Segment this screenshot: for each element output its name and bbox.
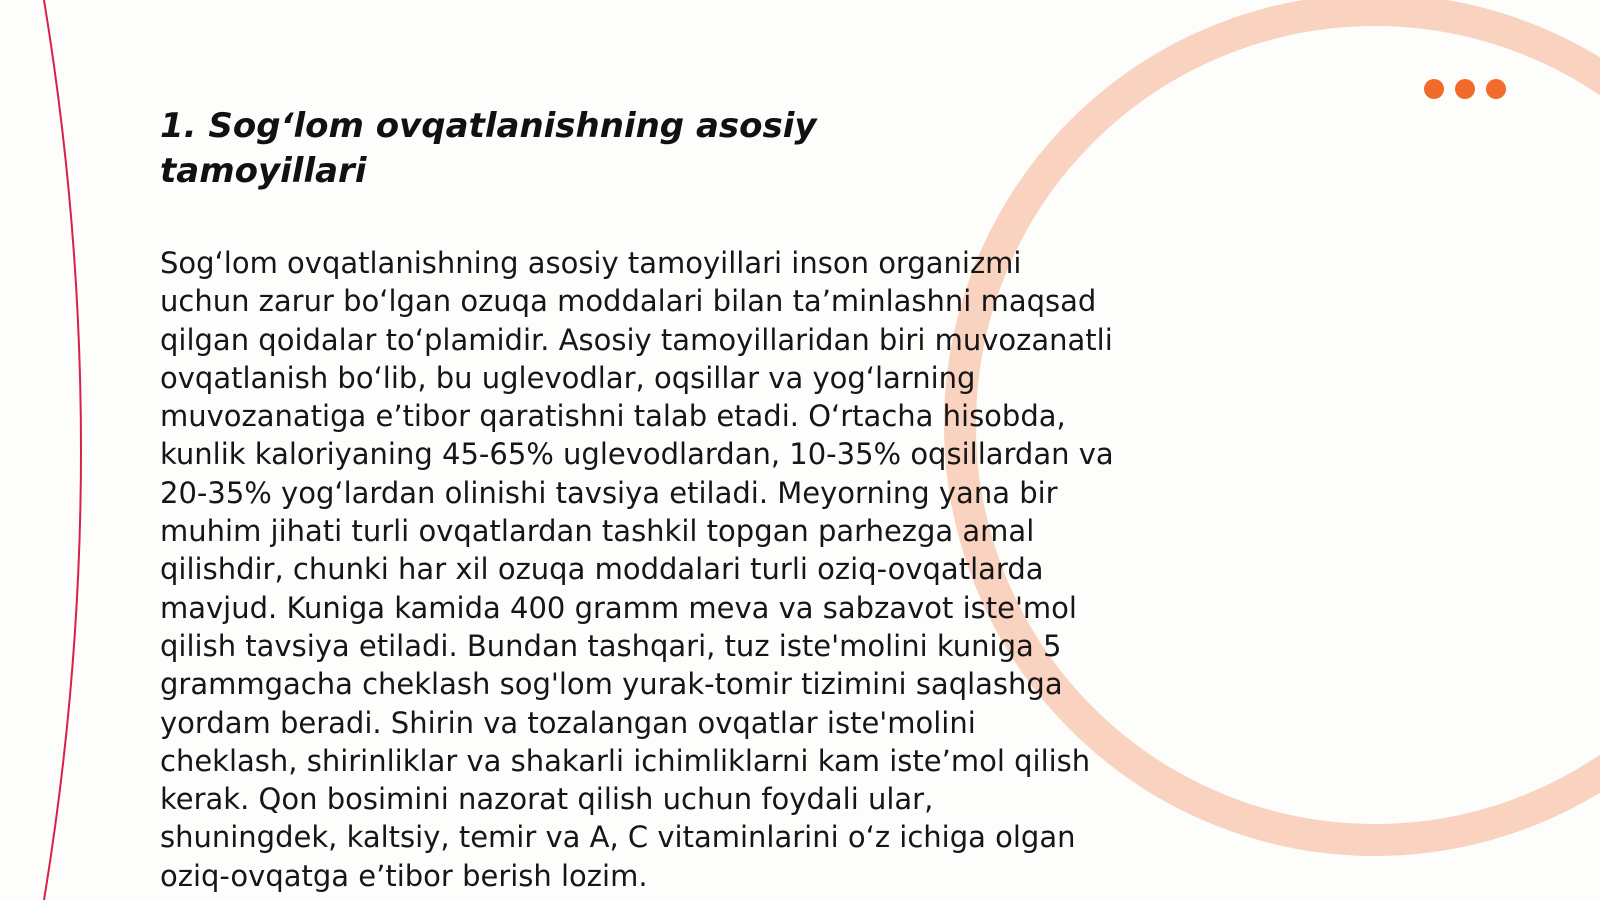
slide-title xyxy=(160,104,920,194)
body-line: oziq-ovqatga e’tibor berish lozim. xyxy=(160,858,648,893)
dot xyxy=(1424,79,1444,99)
more-dots-icon[interactable] xyxy=(1424,79,1506,99)
body-line: grammgacha cheklash sog'lom yurak-tomir tizimini saqlashga xyxy=(160,667,1063,702)
body-line: kerak. Qon bosimini nazorat qilish uchun foydali ular, xyxy=(160,782,934,817)
slide-body-text xyxy=(160,244,1150,895)
body-line: qilgan qoidalar to‘plamidir. Asosiy tamoyillaridan biri muvozanatli xyxy=(160,322,1113,357)
body-line: shuningdek, kaltsiy, temir va A, C vitaminlarini o‘z ichiga olgan xyxy=(160,820,1076,855)
dot xyxy=(1455,79,1475,99)
body-line: Sog‘lom ovqatlanishning asosiy tamoyillari inson organizmi xyxy=(160,246,1022,280)
body-line: 20-35% yog‘lardan olinishi tavsiya etiladi. Meyorning yana bir xyxy=(160,475,1058,510)
body-line: cheklash, shirinliklar va shakarli ichimliklarni kam iste’mol qilish xyxy=(160,743,1091,778)
body-line: mavjud. Kuniga kamida 400 gramm meva va sabzavot iste'mol xyxy=(160,590,1077,625)
body-line: yordam beradi. Shirin va tozalangan ovqatlar iste'molini xyxy=(160,705,976,740)
body-line: qilishdir, chunki har xil ozuqa moddalari turli oziq-ovqatlarda xyxy=(160,552,1044,587)
body-line: ovqatlanish bo‘lib, bu uglevodlar, oqsillar va yog‘larning xyxy=(160,360,976,395)
body-line: uchun zarur bo‘lgan ozuqa moddalari bilan ta’minlashni maqsad xyxy=(160,284,1097,319)
body-line: muhim jihati turli ovqatlardan tashkil topgan parhezga amal xyxy=(160,514,1035,549)
body-line: qilish tavsiya etiladi. Bundan tashqari, tuz iste'molini kuniga 5 xyxy=(160,628,1062,663)
body-line: muvozanatiga e’tibor qaratishni talab etadi. O‘rtacha hisobda, xyxy=(160,399,1066,434)
decorative-left-curve xyxy=(44,0,81,900)
slide-title-line: tamoyillari xyxy=(160,151,367,191)
slide-title-line: 1. Sog‘lom ovqatlanishning asosiy xyxy=(160,106,817,146)
dot xyxy=(1486,79,1506,99)
body-line: kunlik kaloriyaning 45-65% uglevodlardan, 10-35% oqsillardan va xyxy=(160,437,1114,472)
